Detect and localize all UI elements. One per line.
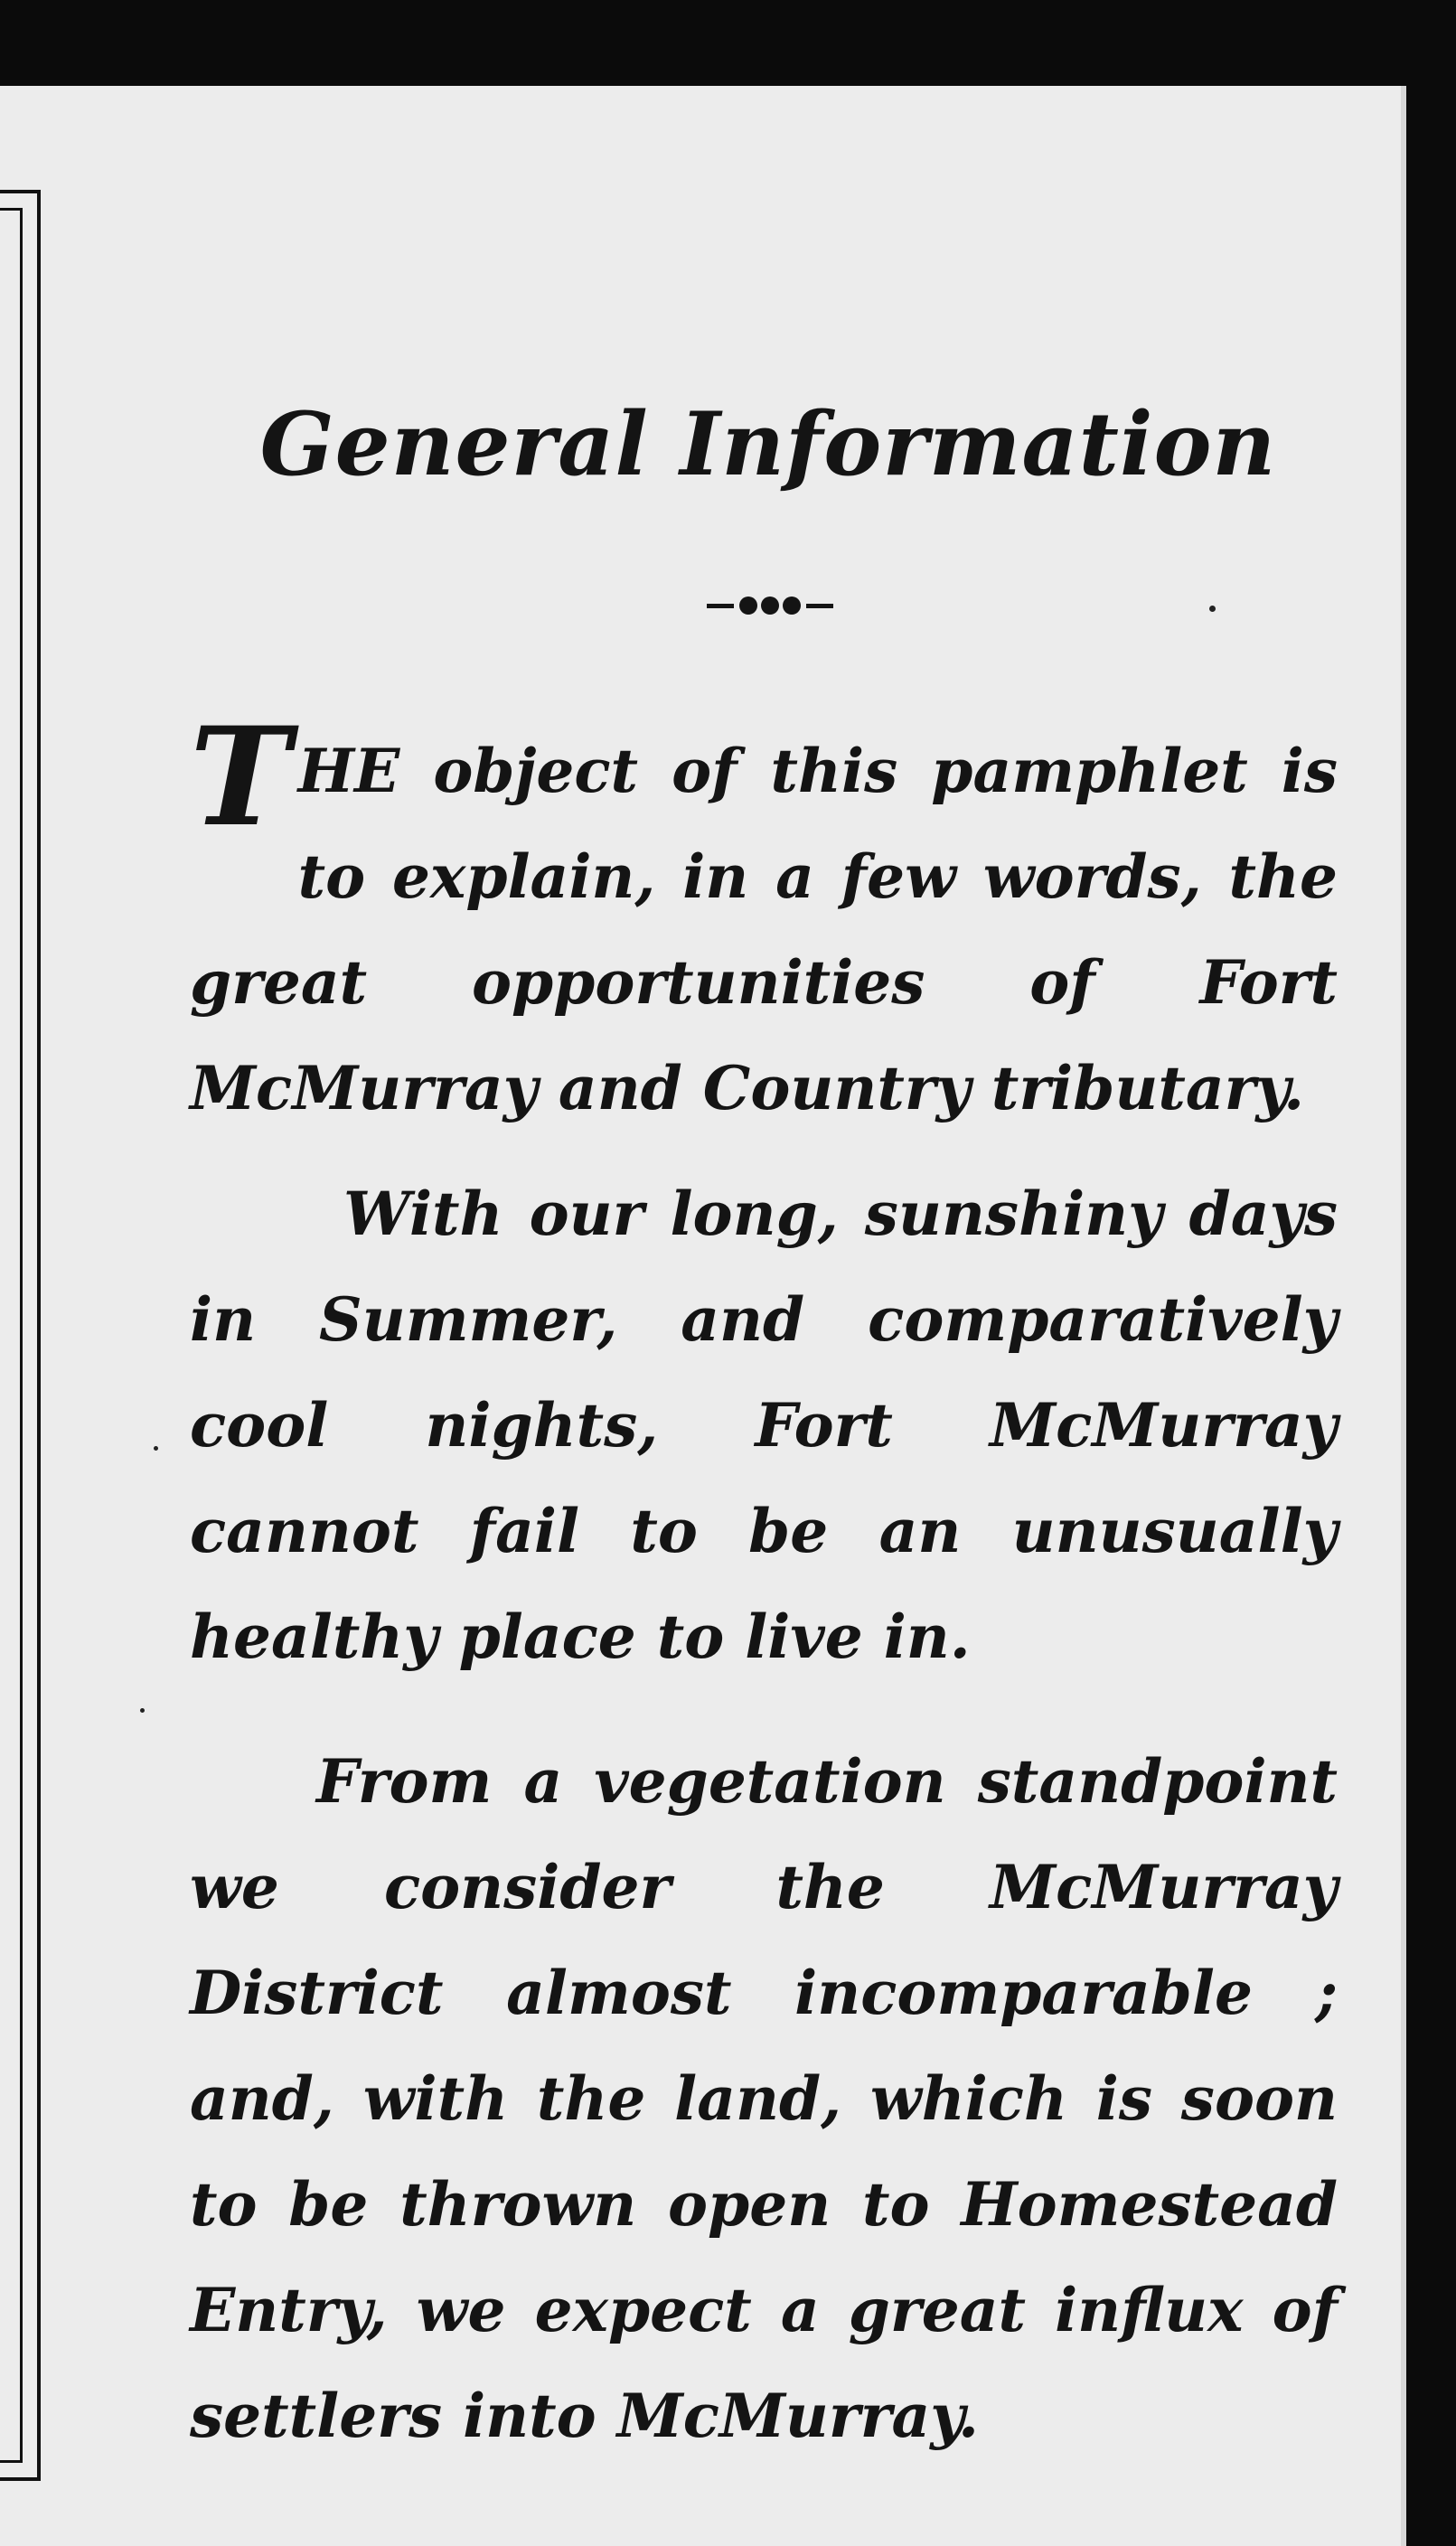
ornament-divider [707, 592, 833, 619]
ink-speck [1209, 606, 1216, 612]
drop-cap: T [190, 698, 291, 857]
ink-speck [154, 1446, 158, 1451]
document-page [0, 86, 1406, 2546]
paragraph-climate: With our long, sunshiny days in Summer, and comparatively cool nights, Fort McMurray cannot fail to be an unusually healthy place to live in. [190, 1179, 1338, 1672]
page-title: General Information [259, 393, 1277, 495]
left-border-rule-inner [0, 208, 23, 2463]
paragraph-intro [190, 698, 1338, 1141]
paragraph-vegetation: From a vegetation standpoint we consider the McMurray District almost incomparable ; and, with the land, which is soon to be thrown open to Homestead Entry, we expect a great influx of settlers into McMurray. [190, 1746, 1338, 2451]
paragraph-intro-text: HE object of this pamphlet is to explain, in a few words, the great opportunities of Fort McMurray and Country tributary. [190, 736, 1338, 1123]
ink-speck [140, 1708, 145, 1713]
